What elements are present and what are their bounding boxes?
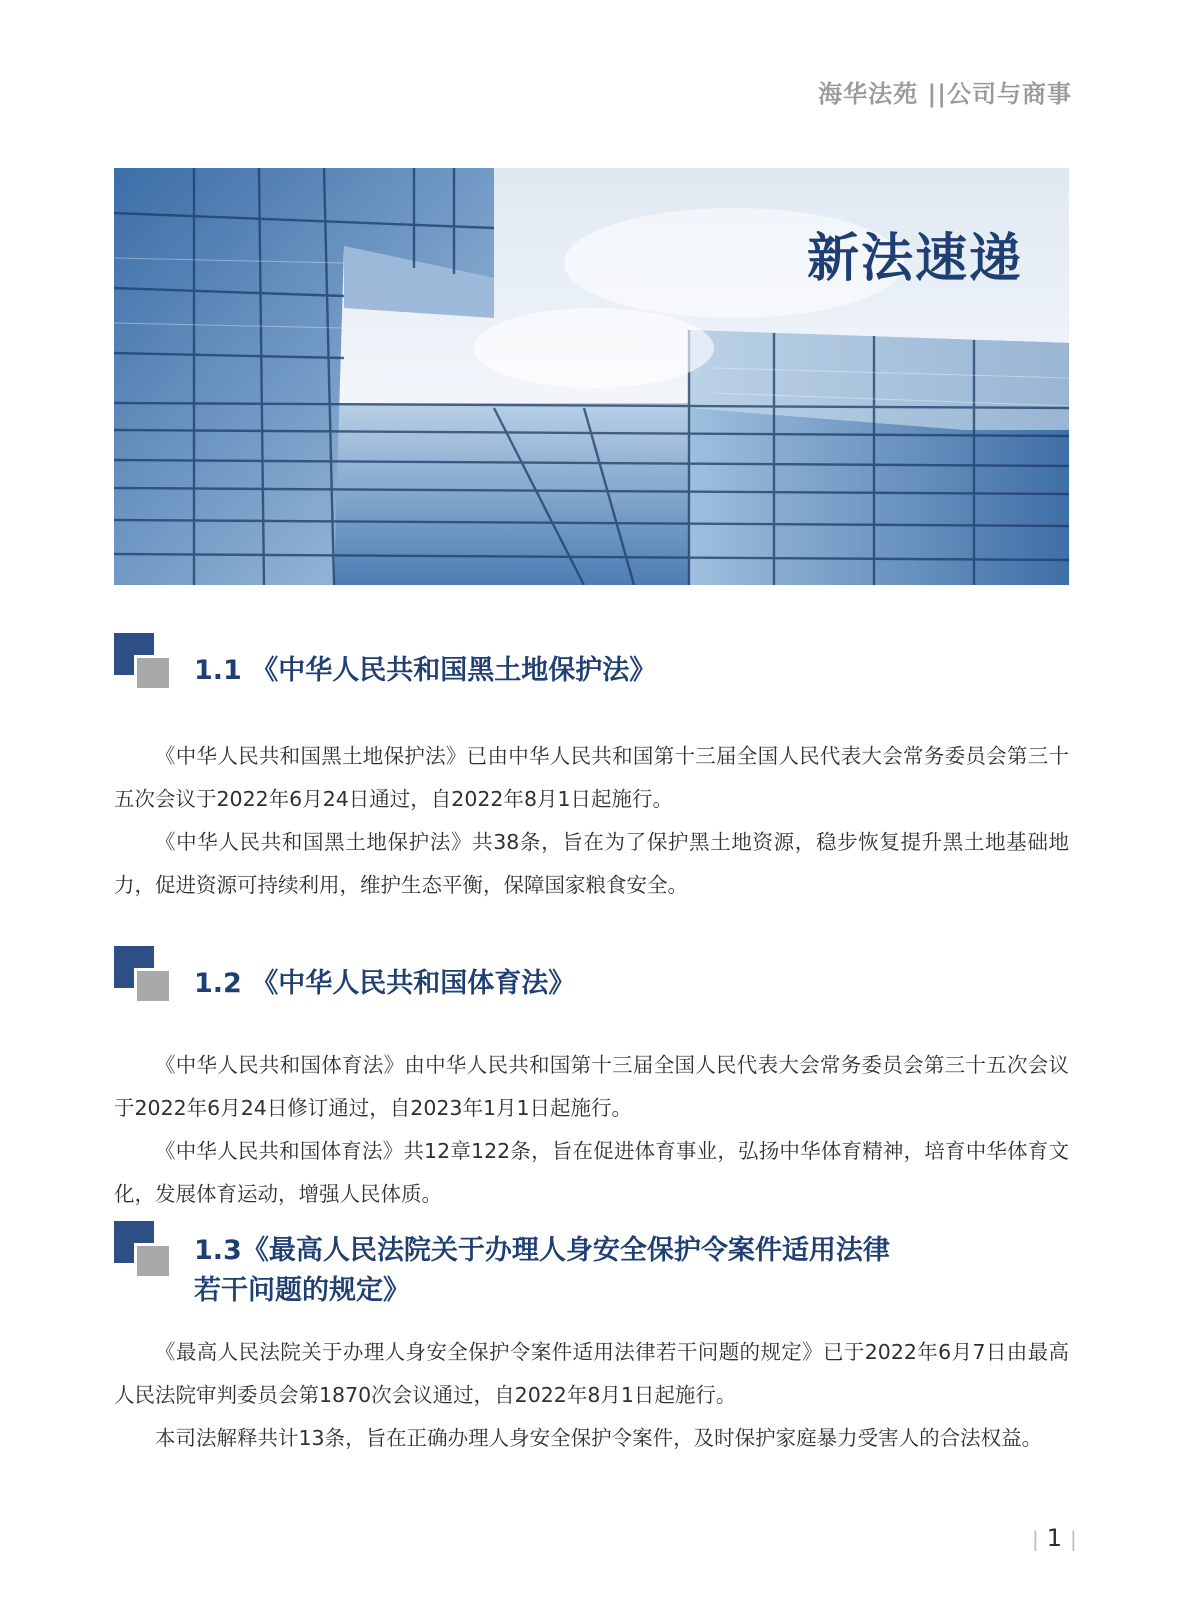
heading-marker-accent — [134, 968, 169, 1001]
page-number — [1024, 1524, 1085, 1552]
header-brand: 海华法苑 ||公司与商事 — [818, 80, 1072, 108]
divider-right: | — [1070, 1527, 1077, 1551]
section-title — [194, 1231, 890, 1311]
section-1-2 — [114, 946, 1069, 1216]
banner-title: 新法速递 — [806, 228, 1023, 289]
section-title: 1.1 《中华人民共和国黑土地保护法》 — [194, 655, 657, 686]
heading-marker-accent — [134, 655, 169, 688]
heading-marker-accent — [134, 1243, 169, 1276]
divider-left: | — [1032, 1527, 1039, 1551]
section-heading — [114, 633, 1069, 693]
paragraph: 《中华人民共和国黑土地保护法》已由中华人民共和国第十三届全国人民代表大会常务委员会第三十五次会议于2022年6月24日通过，自2022年8月1日起施行。 — [114, 744, 1069, 811]
paragraph: 《中华人民共和国体育法》由中华人民共和国第十三届全国人民代表大会常务委员会第三十五次会议于2022年6月24日修订通过，自2023年1月1日起施行。 — [114, 1053, 1069, 1120]
paragraph: 本司法解释共计13条，旨在正确办理人身安全保护令案件，及时保护家庭暴力受害人的合法权益。 — [155, 1426, 1043, 1450]
section-heading — [114, 946, 1069, 1006]
paragraph: 《中华人民共和国黑土地保护法》共38条，旨在为了保护黑土地资源，稳步恢复提升黑土地基础地力，促进资源可持续利用，维护生态平衡，保障国家粮食安全。 — [114, 830, 1069, 897]
page-number-value: 1 — [1046, 1524, 1063, 1552]
section-title: 1.2 《中华人民共和国体育法》 — [194, 968, 576, 999]
section-1-1 — [114, 633, 1069, 907]
section-title-line-2: 若干问题的规定》 — [194, 1275, 410, 1306]
banner-image — [114, 168, 1069, 585]
section-1-3 — [114, 1221, 1069, 1460]
paragraph: 《最高人民法院关于办理人身安全保护令案件适用法律若干问题的规定》已于2022年6月7日由最高人民法院审判委员会第1870次会议通过，自2022年8月1日起施行。 — [114, 1340, 1069, 1407]
paragraph: 《中华人民共和国体育法》共12章122条，旨在促进体育事业，弘扬中华体育精神，培育中华体育文化，发展体育运动，增强人民体质。 — [114, 1139, 1069, 1206]
section-heading — [114, 1221, 1069, 1306]
section-title-line-1: 1.3《最高人民法院关于办理人身安全保护令案件适用法律 — [194, 1235, 890, 1266]
